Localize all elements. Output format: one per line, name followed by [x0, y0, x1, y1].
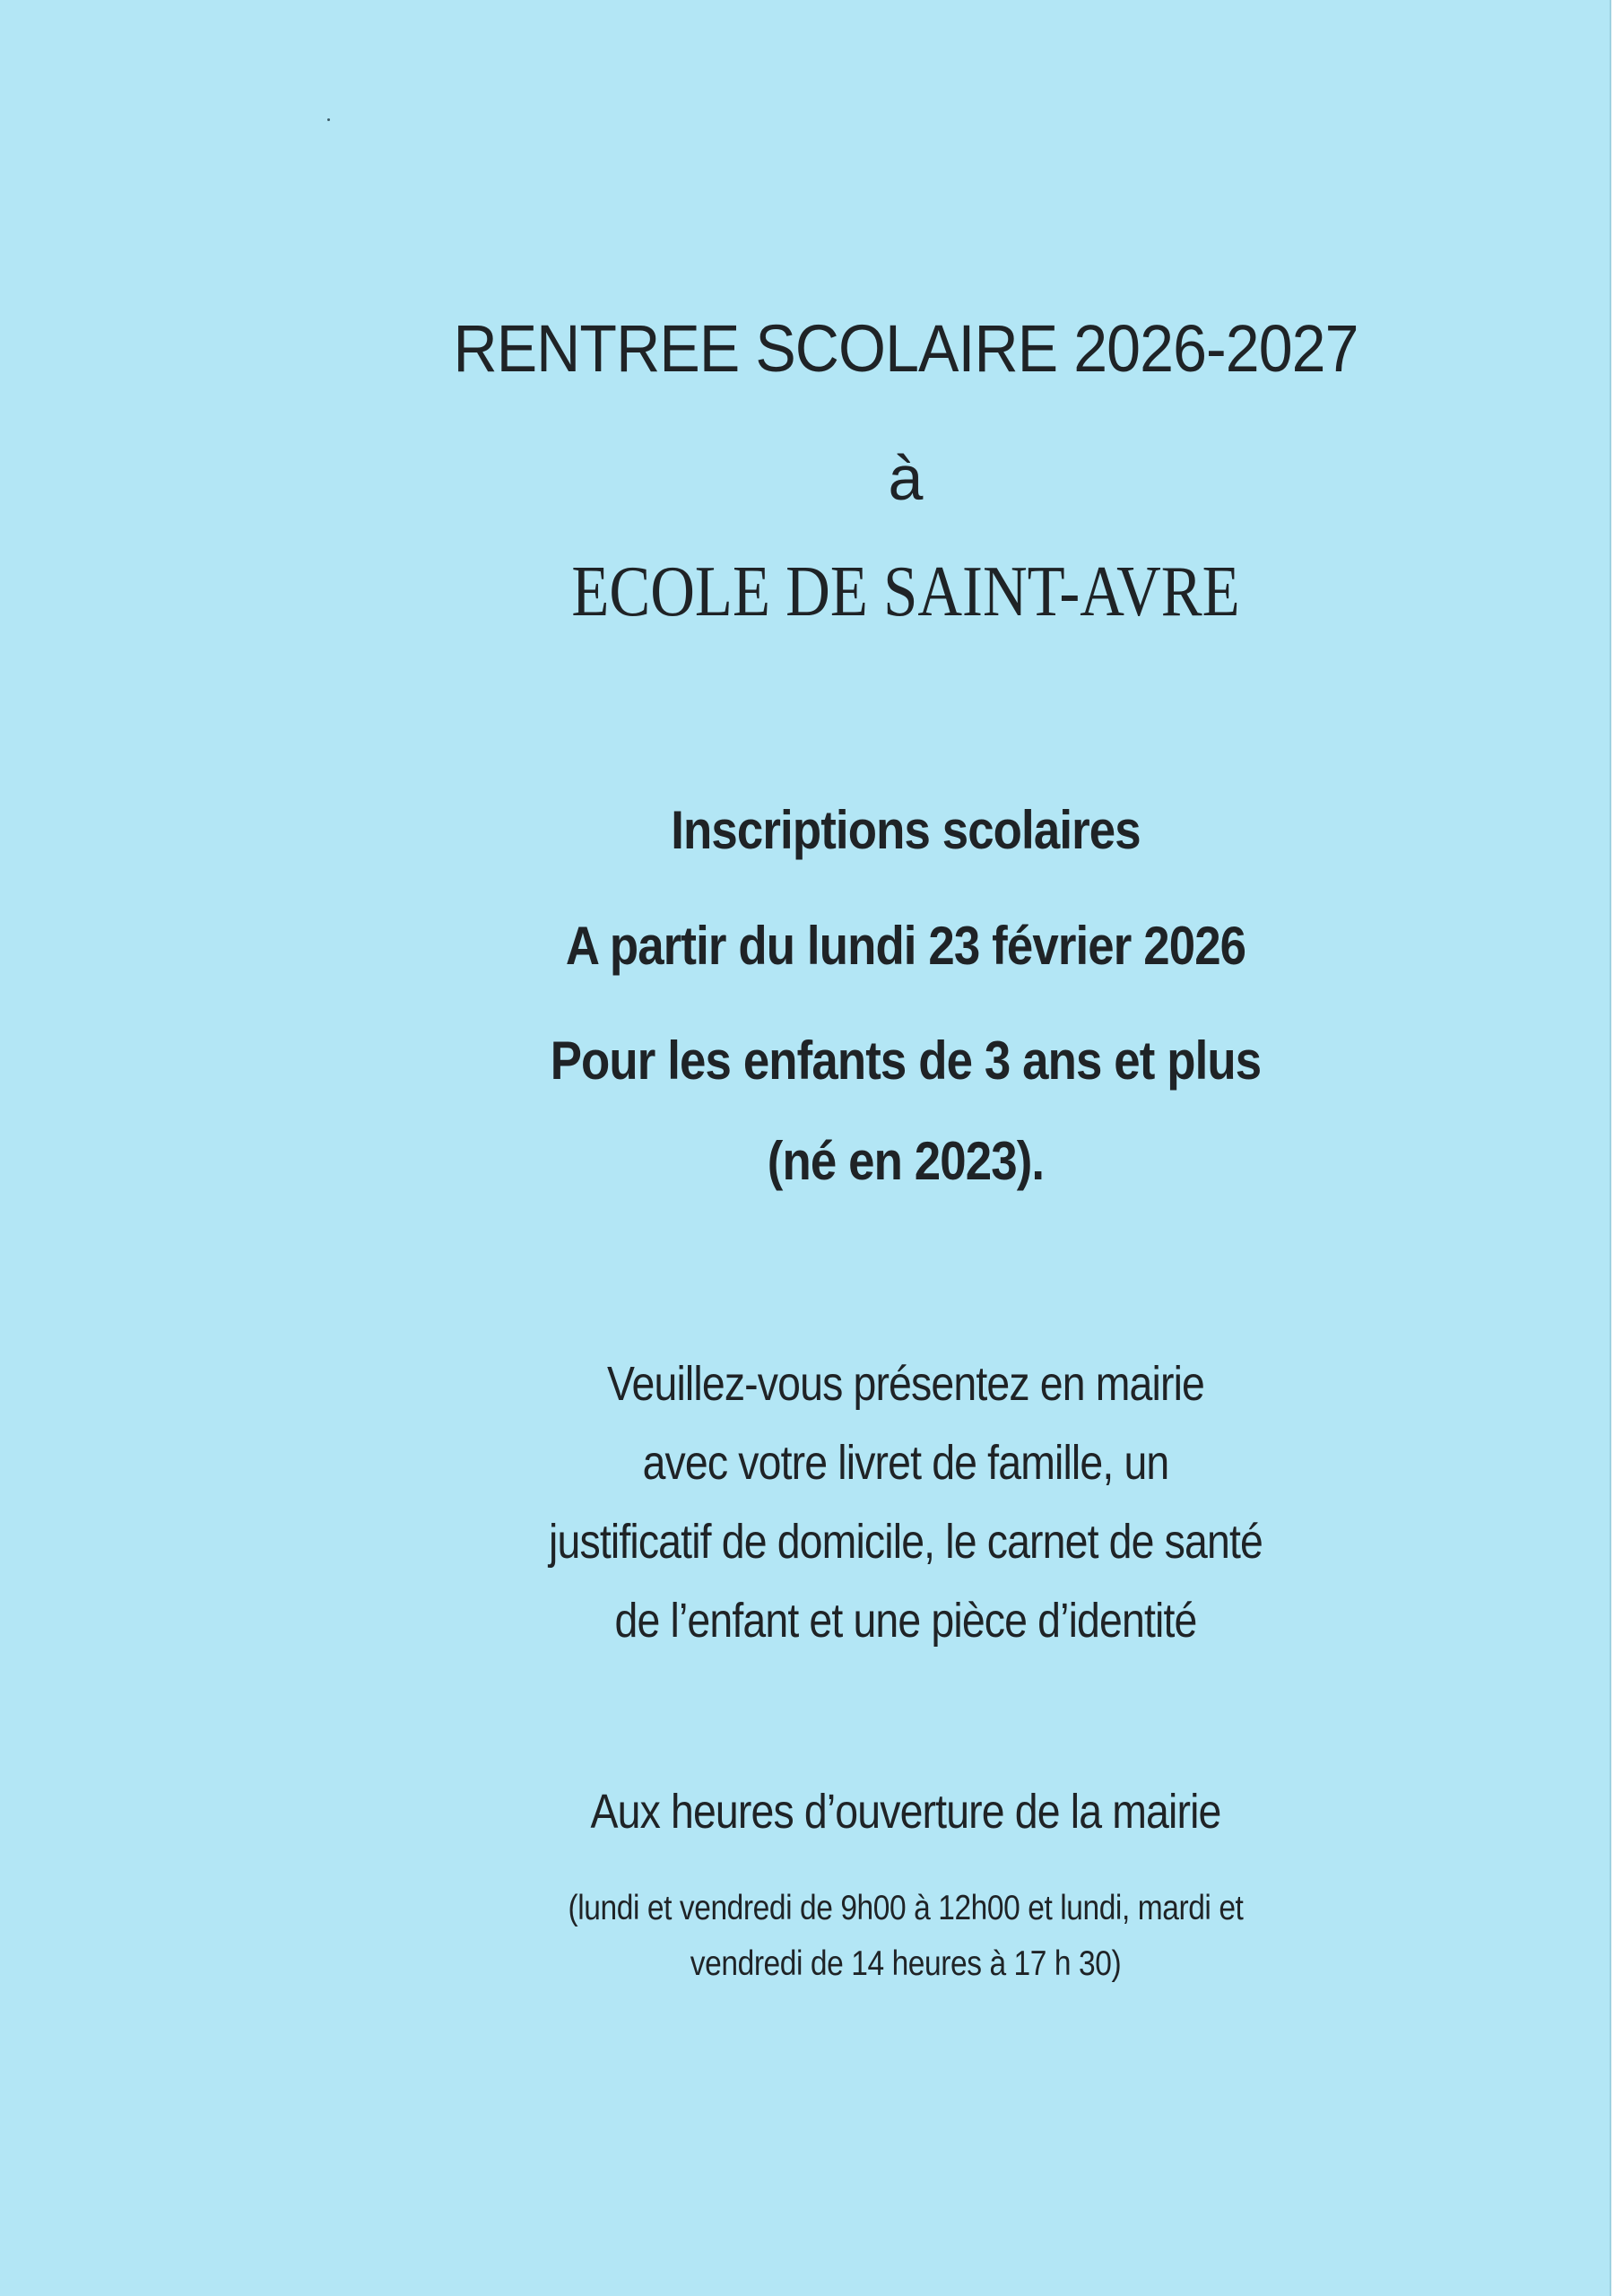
instructions-line: avec votre livret de famille, un: [642, 1436, 1169, 1490]
opening-hours-detail: vendredi de 14 heures à 17 h 30): [690, 1944, 1122, 1983]
opening-hours-heading: Aux heures d’ouverture de la mairie: [590, 1785, 1221, 1839]
announcement-start-date: A partir du lundi 23 février 2026: [565, 916, 1246, 976]
announcement-heading: Inscriptions scolaires: [671, 800, 1141, 860]
announcement-eligibility: Pour les enfants de 3 ans et plus: [550, 1031, 1262, 1091]
page-title: RENTREE SCOLAIRE 2026-2027: [453, 311, 1358, 386]
title-connector: à: [888, 443, 924, 513]
school-name: ECOLE DE SAINT-AVRE: [571, 552, 1240, 631]
instructions-line: Veuillez-vous présentez en mairie: [606, 1357, 1204, 1411]
instructions-line: justificatif de domicile, le carnet de santé: [549, 1515, 1263, 1569]
opening-hours-detail: (lundi et vendredi de 9h00 à 12h00 et lundi, mardi et: [568, 1889, 1244, 1927]
scan-speck: [327, 118, 330, 121]
announcement-birth-year: (né en 2023).: [767, 1131, 1045, 1191]
instructions-line: de l’enfant et une pièce d’identité: [614, 1594, 1197, 1648]
